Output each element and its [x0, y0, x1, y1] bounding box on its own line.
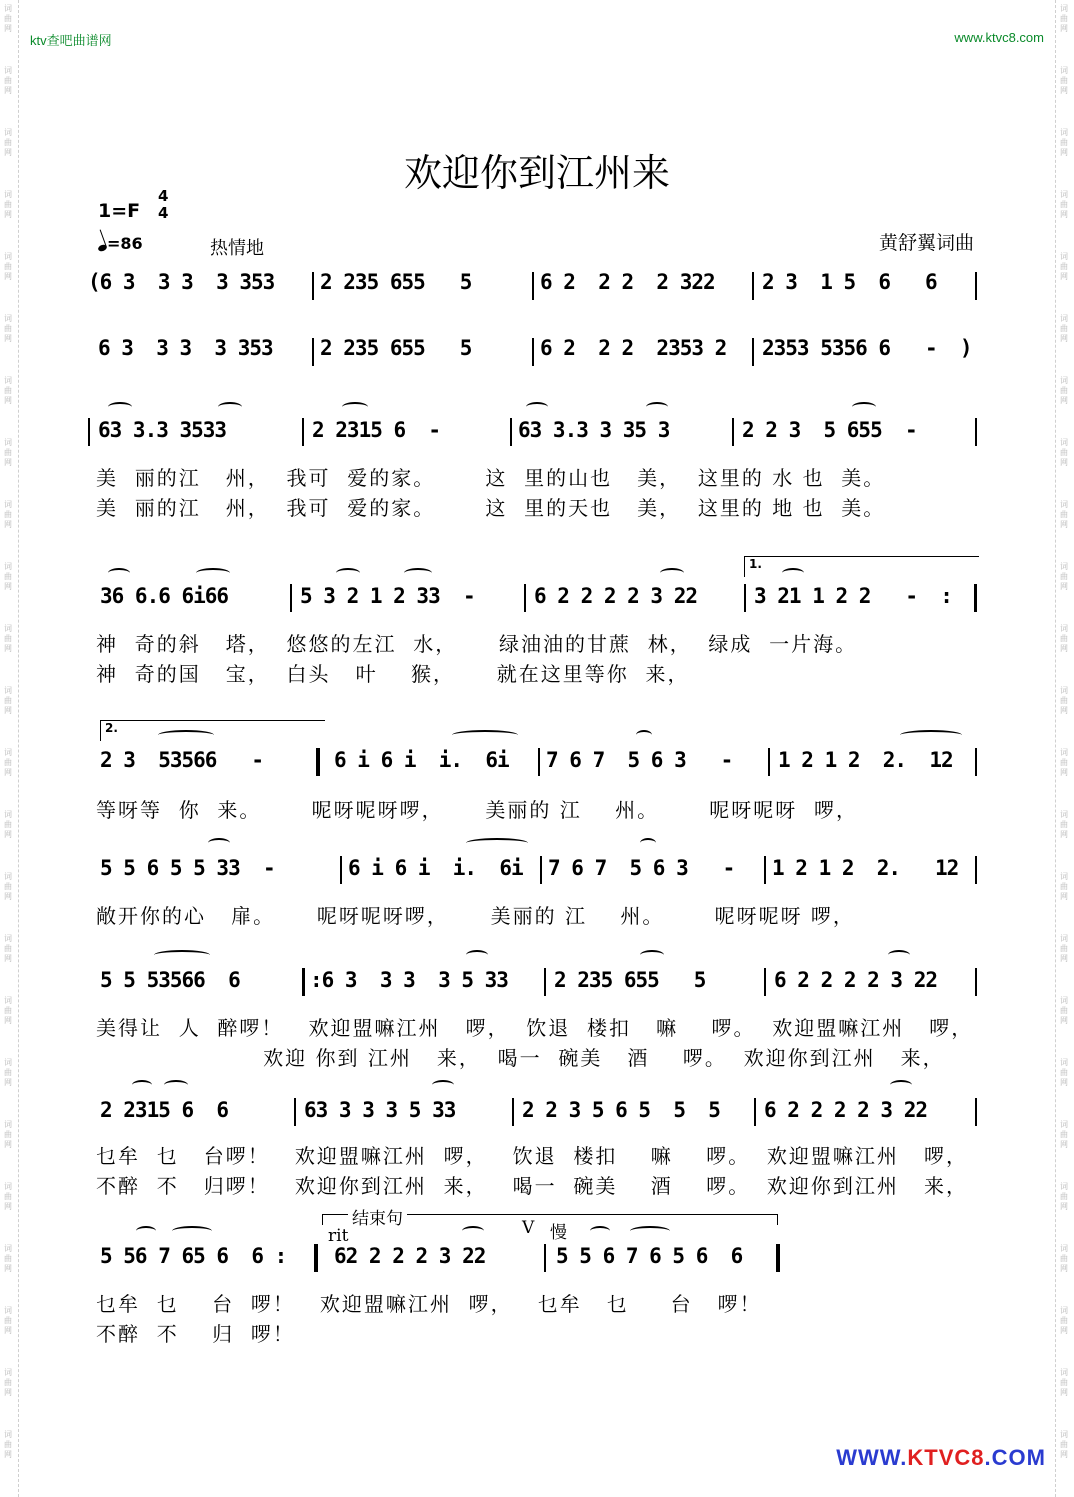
- slur: [342, 402, 368, 412]
- lyric-verse-2: 欢迎 你到 江州 来， 喝一 碗美 酒 啰。 欢迎你到江州 来，: [96, 1046, 945, 1070]
- margin-watermark-text: 词 曲 网: [1060, 314, 1068, 343]
- margin-watermark-text: 词 曲 网: [4, 1120, 12, 1149]
- margin-watermark-text: 词 曲 网: [1060, 252, 1068, 281]
- margin-watermark-text: 词 曲 网: [4, 190, 12, 219]
- measure: 2 235 655 5: [554, 968, 706, 992]
- margin-watermark-text: 词 曲 网: [4, 872, 12, 901]
- barline: [752, 338, 754, 366]
- margin-watermark-text: 词 曲 网: [1060, 1182, 1068, 1211]
- song-title: 欢迎你到江州来: [403, 151, 670, 195]
- barline: [290, 584, 292, 612]
- margin-watermark-text: 词 曲 网: [1060, 810, 1068, 839]
- measure: 2 2315 6 6: [100, 1098, 229, 1122]
- slur: [136, 1226, 156, 1236]
- slur: [154, 950, 210, 960]
- barline: [524, 584, 526, 612]
- footer-brand: KTVC8: [907, 1445, 985, 1470]
- barline: [744, 584, 746, 612]
- slow-marking: 慢: [550, 1223, 567, 1243]
- margin-watermark-text: 词 曲 网: [4, 810, 12, 839]
- barline: [975, 418, 977, 446]
- barline: [975, 1098, 977, 1126]
- margin-watermark-text: 词 曲 网: [4, 500, 12, 529]
- measure: 63 3.3 3533: [98, 418, 227, 442]
- barline: [540, 856, 542, 884]
- measure: 1 2 1 2 2. 12: [778, 748, 953, 772]
- barline: [768, 748, 770, 776]
- ritardando-marking: rit: [328, 1226, 349, 1246]
- slur: [646, 402, 668, 412]
- margin-watermark-text: 词 曲 网: [4, 934, 12, 963]
- tempo-marking: [98, 234, 143, 253]
- slur: [630, 1226, 670, 1236]
- margin-watermark-text: 词 曲 网: [4, 1244, 12, 1273]
- lyric-verse-1: 敞开你的心 扉。 呢呀呢呀啰， 美丽的 江 州。 呢呀呢呀 啰，: [96, 904, 855, 928]
- measure: 2 2 3 5 655 -: [742, 418, 917, 442]
- margin-watermark-text: 词 曲 网: [4, 438, 12, 467]
- tempo-value: =86: [107, 234, 143, 253]
- margin-watermark-text: 词 曲 网: [4, 686, 12, 715]
- slur: [108, 402, 132, 412]
- site-name-header[interactable]: ktv查吧曲谱网: [30, 33, 112, 48]
- slur: [888, 950, 910, 960]
- margin-watermark-text: 词 曲 网: [1060, 376, 1068, 405]
- barline: [975, 748, 977, 776]
- margin-watermark-text: 词 曲 网: [1060, 1244, 1068, 1273]
- lyric-verse-2: 美 丽的江 州， 我可 爱的家。 这 里的天也 美， 这里的 地 也 美。: [96, 496, 886, 520]
- measure: (6 3 3 3 3 353: [88, 270, 275, 294]
- margin-watermark-text: 词 曲 网: [4, 252, 12, 281]
- margin-watermark-text: 词 曲 网: [1060, 1306, 1068, 1335]
- breath-mark: V: [522, 1218, 535, 1238]
- measure: 63 3 3 3 5 33: [304, 1098, 456, 1122]
- slur: [900, 730, 962, 740]
- margin-watermark-text: 词 曲 网: [1060, 934, 1068, 963]
- margin-watermark-text: 词 曲 网: [1060, 1368, 1068, 1397]
- slur: [164, 1080, 188, 1090]
- lyric-verse-2: 神 奇的国 宝， 白头 叶 猴， 就在这里等你 来，: [96, 662, 690, 686]
- lyric-verse-2: 不醉 不 归 啰！: [96, 1322, 295, 1346]
- slur: [336, 568, 360, 578]
- slur: [108, 568, 130, 578]
- measure: 5 5 53566 6: [100, 968, 240, 992]
- lyric-verse-2: 不醉 不 归啰！ 欢迎你到江州 来， 喝一 碗美 酒 啰。 欢迎你到江州 来，: [96, 1174, 969, 1198]
- slur: [462, 1226, 484, 1236]
- measure: :6 3 3 3 3 5 33: [310, 968, 508, 992]
- site-url-header[interactable]: www.ktvc8.com: [954, 30, 1044, 45]
- barline: [754, 1098, 756, 1126]
- margin-watermark-text: 词 曲 网: [4, 624, 12, 653]
- margin-watermark-text: 词 曲 网: [1060, 562, 1068, 591]
- barline: [544, 1244, 546, 1272]
- margin-watermark-text: 词 曲 网: [4, 748, 12, 777]
- slur: [640, 950, 664, 960]
- slur: [208, 838, 230, 848]
- margin-watermark-text: 词 曲 网: [1060, 4, 1068, 33]
- slur: [852, 402, 876, 412]
- measure: 2 235 655 5: [320, 270, 472, 294]
- slur: [660, 568, 684, 578]
- barline: [312, 338, 314, 366]
- margin-watermark-text: 词 曲 网: [4, 1306, 12, 1335]
- barline: [294, 1098, 296, 1126]
- lyric-verse-1: 等呀等 你 来。 呢呀呢呀啰， 美丽的 江 州。 呢呀呢呀 啰，: [96, 798, 859, 822]
- slur: [158, 730, 214, 740]
- margin-watermark-text: 词 曲 网: [1060, 872, 1068, 901]
- slur: [890, 1080, 912, 1090]
- footer-suffix: .COM: [984, 1445, 1046, 1470]
- measure: 6 i 6 i i. 6i: [334, 748, 509, 772]
- measure: 3 21 1 2 2 - :: [754, 584, 952, 608]
- barline: [764, 968, 766, 996]
- margin-watermark-text: 词 曲 网: [1060, 686, 1068, 715]
- margin-watermark-text: 词 曲 网: [4, 1058, 12, 1087]
- repeat-start-barline: [88, 418, 90, 446]
- expression-marking: 热情地: [210, 238, 264, 259]
- first-ending-bracket: 1.: [744, 556, 979, 577]
- barline: [975, 272, 977, 300]
- key-signature: 1=F: [98, 200, 141, 222]
- barline: [538, 748, 540, 776]
- meter-top: 4: [158, 187, 169, 205]
- left-margin-watermark: [0, 0, 19, 1497]
- measure: 2 3 1 5 6 6: [762, 270, 937, 294]
- second-ending-bracket: 2.: [100, 720, 325, 741]
- margin-watermark-text: 词 曲 网: [1060, 1120, 1068, 1149]
- slur: [218, 402, 242, 412]
- barline: [340, 856, 342, 884]
- lyric-verse-1: 美得让 人 醉啰！ 欢迎盟嘛江州 啰， 饮退 楼扣 嘛 啰。 欢迎盟嘛江州 啰，: [96, 1016, 974, 1040]
- meter-bottom: 4: [158, 204, 169, 222]
- margin-watermark-text: 词 曲 网: [1060, 996, 1068, 1025]
- barline: [312, 272, 314, 300]
- barline: [764, 856, 766, 884]
- margin-watermark-text: 词 曲 网: [1060, 190, 1068, 219]
- measure: 5 5 6 5 5 33 -: [100, 856, 275, 880]
- barline: [544, 968, 546, 996]
- margin-watermark-text: 词 曲 网: [4, 4, 12, 33]
- slur: [590, 1226, 610, 1236]
- composer-credit: 黄舒翼词曲: [878, 232, 974, 254]
- slur: [132, 1080, 152, 1090]
- margin-watermark-text: 词 曲 网: [4, 562, 12, 591]
- lyric-verse-1: 神 奇的斜 塔， 悠悠的左江 水， 绿油油的甘蔗 林， 绿成 一片海。: [96, 632, 858, 656]
- measure: 2 3 53566 -: [100, 748, 264, 772]
- margin-watermark-text: 词 曲 网: [4, 66, 12, 95]
- barline: [510, 418, 512, 446]
- lyric-verse-1: 乜牟 乜 台啰！ 欢迎盟嘛江州 啰， 饮退 楼扣 嘛 啰。 欢迎盟嘛江州 啰，: [96, 1144, 969, 1168]
- slur: [196, 568, 230, 578]
- margin-watermark-text: 词 曲 网: [4, 996, 12, 1025]
- margin-watermark-text: 词 曲 网: [1060, 500, 1068, 529]
- margin-watermark-text: 词 曲 网: [1060, 748, 1068, 777]
- slur: [452, 730, 518, 740]
- measure: 36 6.6 6i66: [100, 584, 229, 608]
- double-barline: [316, 748, 320, 776]
- margin-watermark-text: 词 曲 网: [1060, 66, 1068, 95]
- barline: [512, 1098, 514, 1126]
- measure: 2 235 655 5: [320, 336, 472, 360]
- measure: 6 i 6 i i. 6i: [348, 856, 523, 880]
- margin-watermark-text: 词 曲 网: [1060, 128, 1068, 157]
- margin-watermark-text: 词 曲 网: [1060, 438, 1068, 467]
- measure: 5 5 6 7 6 5 6 6: [556, 1244, 743, 1268]
- barline: [532, 338, 534, 366]
- slur: [172, 1226, 212, 1236]
- measure: 7 6 7 5 6 3 -: [548, 856, 735, 880]
- measure: 6 2 2 2 2 322: [540, 270, 715, 294]
- measure: 5 56 7 65 6 6 :: [100, 1244, 287, 1268]
- footer-logo[interactable]: [836, 1445, 1046, 1471]
- measure: 2 2315 6 -: [312, 418, 441, 442]
- slur: [640, 838, 656, 848]
- measure: 6 2 2 2 2353 2: [540, 336, 727, 360]
- slur: [636, 730, 652, 740]
- measure: 2 2 3 5 6 5 5 5: [522, 1098, 720, 1122]
- repeat-start-barline: [302, 968, 305, 996]
- repeat-end-barline: [314, 1244, 318, 1272]
- footer-prefix: WWW.: [836, 1445, 908, 1470]
- margin-watermark-text: 词 曲 网: [4, 128, 12, 157]
- margin-watermark-text: 词 曲 网: [1060, 1430, 1068, 1459]
- measure: 6 2 2 2 2 3 22: [534, 584, 698, 608]
- margin-watermark-text: 词 曲 网: [4, 1182, 12, 1211]
- coda-label: 结束句: [348, 1204, 407, 1229]
- margin-watermark-text: 词 曲 网: [4, 1368, 12, 1397]
- slur: [404, 568, 432, 578]
- slur: [526, 402, 548, 412]
- barline: [975, 968, 977, 996]
- measure: 6 3 3 3 3 353: [98, 336, 273, 360]
- final-barline: [776, 1244, 780, 1272]
- barline: [732, 418, 734, 446]
- slur: [782, 568, 804, 578]
- measure: 6 2 2 2 2 3 22: [774, 968, 938, 992]
- lyric-verse-1: 美 丽的江 州， 我可 爱的家。 这 里的山也 美， 这里的 水 也 美。: [96, 466, 886, 490]
- slur: [432, 1080, 454, 1090]
- measure: 62 2 2 2 3 22: [334, 1244, 486, 1268]
- measure: 6 2 2 2 2 3 22: [764, 1098, 928, 1122]
- lyric-verse-1: 乜牟 乜 台 啰！ 欢迎盟嘛江州 啰， 乜牟 乜 台 啰！: [96, 1292, 762, 1316]
- repeat-end-barline: [974, 584, 977, 612]
- margin-watermark-text: 词 曲 网: [1060, 1058, 1068, 1087]
- right-margin-watermark: [1055, 0, 1074, 1497]
- slur: [466, 950, 488, 960]
- measure: 7 6 7 5 6 3 -: [546, 748, 733, 772]
- barline: [752, 272, 754, 300]
- slur: [466, 838, 528, 848]
- measure: 2353 5356 6 - ): [762, 336, 972, 360]
- measure: 5 3 2 1 2 33 -: [300, 584, 475, 608]
- measure: 63 3.3 3 35 3: [518, 418, 670, 442]
- margin-watermark-text: 词 曲 网: [4, 1430, 12, 1459]
- measure: 1 2 1 2 2. 12: [772, 856, 959, 880]
- barline: [975, 856, 977, 884]
- time-signature: [158, 188, 168, 222]
- margin-watermark-text: 词 曲 网: [1060, 624, 1068, 653]
- margin-watermark-text: 词 曲 网: [4, 376, 12, 405]
- margin-watermark-text: 词 曲 网: [4, 314, 12, 343]
- barline: [532, 272, 534, 300]
- barline: [302, 418, 304, 446]
